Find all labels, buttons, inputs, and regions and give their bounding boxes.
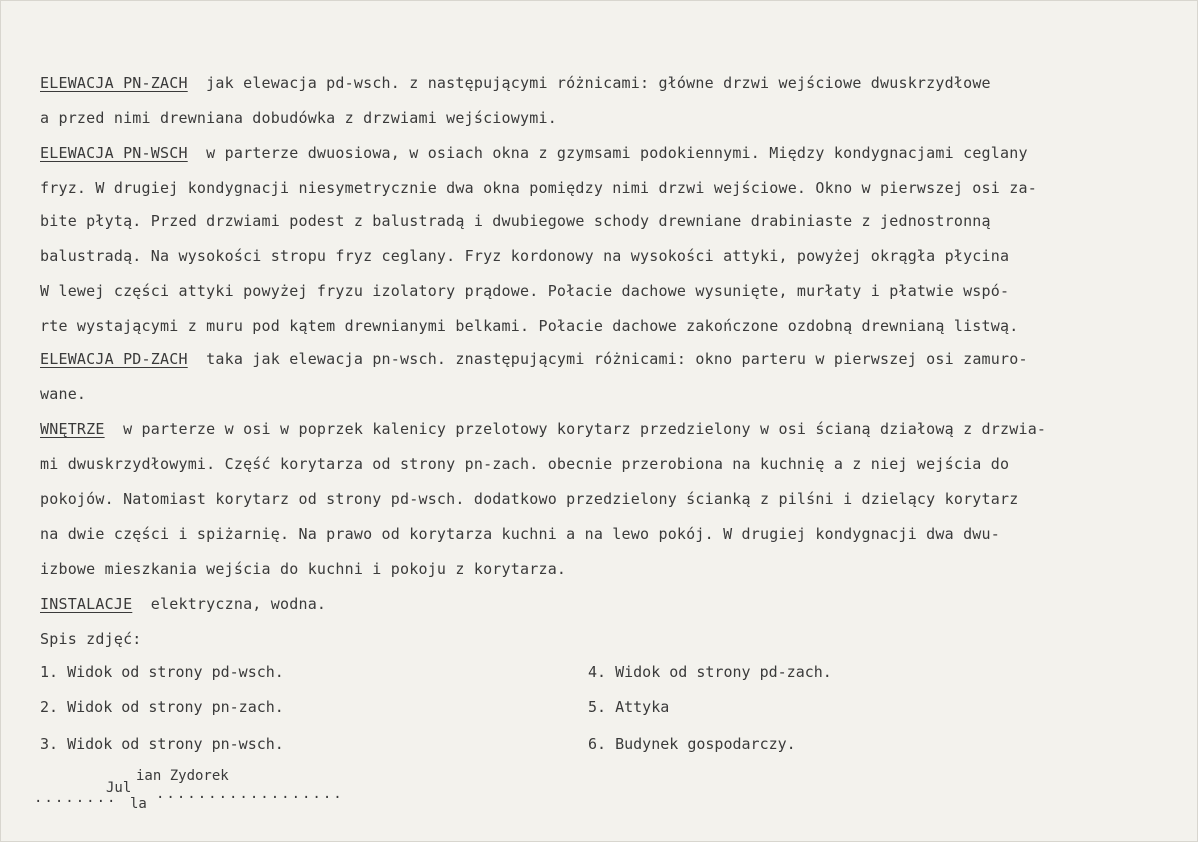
signature-dots-left: ........ (34, 790, 118, 806)
photo-list-heading: Spis zdjęć: (40, 630, 142, 648)
text-line-5: bite płytą. Przed drzwiami podest z balustradą i dwubiegowe schody drewniane drabiniaste z jednostronną (40, 212, 991, 230)
text-line-1 (40, 74, 991, 92)
text-line-14: na dwie części i spiżarnię. Na prawo od korytarza kuchni a na lewo pokój. W drugiej kondygnacji dwa dwu- (40, 525, 1000, 543)
text-line-2: a przed nimi drewniana dobudówka z drzwiami wejściowymi. (40, 109, 557, 127)
signature-jul: Jul (106, 780, 132, 796)
text-line-11 (40, 420, 1046, 438)
signature-dots-right: .................. (156, 786, 344, 802)
section-heading-instalacje: INSTALACJE (40, 595, 133, 613)
photo-list-item: 3. Widok od strony pn-wsch. (40, 735, 284, 753)
text-line-4: fryz. W drugiej kondygnacji niesymetrycznie dwa okna pomiędzy nimi drzwi wejściowe. Okno w pierwszej osi za- (40, 179, 1037, 197)
text-line-6: balustradą. Na wysokości stropu fryz ceglany. Fryz kordonowy na wysokości attyki, powyżej okrągła płycina (40, 247, 1010, 265)
text-line-16 (40, 595, 326, 613)
section-heading-elewacja-pd-zach: ELEWACJA PD-ZACH (40, 350, 188, 368)
text-line-13: pokojów. Natomiast korytarz od strony pd-wsch. dodatkowo przedzielony ścianką z pilśni i dzielący korytarz (40, 490, 1019, 508)
text-line-10: wane. (40, 385, 87, 403)
photo-list-item: 4. Widok od strony pd-zach. (588, 663, 832, 681)
text-line-9 (40, 350, 1028, 368)
photo-list-item: 1. Widok od strony pd-wsch. (40, 663, 284, 681)
photo-list-item: 5. Attyka (588, 698, 670, 716)
text-line-9-body: taka jak elewacja pn-wsch. znastępującymi różnicami: okno parteru w pierwszej osi zamuro- (187, 350, 1028, 368)
photo-list-item: 2. Widok od strony pn-zach. (40, 698, 284, 716)
text-line-1-body: jak elewacja pd-wsch. z następującymi różnicami: główne drzwi wejściowe dwuskrzydłowe (187, 74, 991, 92)
section-heading-wnetrze: WNĘTRZE (40, 420, 105, 438)
text-line-15: izbowe mieszkania wejścia do kuchni i pokoju z korytarza. (40, 560, 567, 578)
signature-ian: ian Zydorek (136, 768, 229, 784)
text-line-11-body: w parterze w osi w poprzek kalenicy przelotowy korytarz przedzielony w osi ścianą działową z drzwia- (104, 420, 1047, 438)
text-line-3-body: w parterze dwuosiowa, w osiach okna z gzymsami podokiennymi. Między kondygnacjami ceglany (187, 144, 1028, 162)
signature-la: la (130, 796, 147, 812)
section-heading-elewacja-pn-wsch: ELEWACJA PN-WSCH (40, 144, 188, 162)
photo-list-item: 6. Budynek gospodarczy. (588, 735, 796, 753)
text-line-12: mi dwuskrzydłowymi. Część korytarza od strony pn-zach. obecnie przerobiona na kuchnię a z niej wejścia do (40, 455, 1010, 473)
text-line-3 (40, 144, 1028, 162)
text-line-8: rte wystającymi z muru pod kątem drewnianymi belkami. Połacie dachowe zakończone ozdobną drewnianą listwą. (40, 317, 1019, 335)
text-line-16-body: elektryczna, wodna. (132, 595, 327, 613)
section-heading-elewacja-pn-zach: ELEWACJA PN-ZACH (40, 74, 188, 92)
text-line-7: W lewej części attyki powyżej fryzu izolatory prądowe. Połacie dachowe wysunięte, murłaty i płatwie wspó- (40, 282, 1010, 300)
